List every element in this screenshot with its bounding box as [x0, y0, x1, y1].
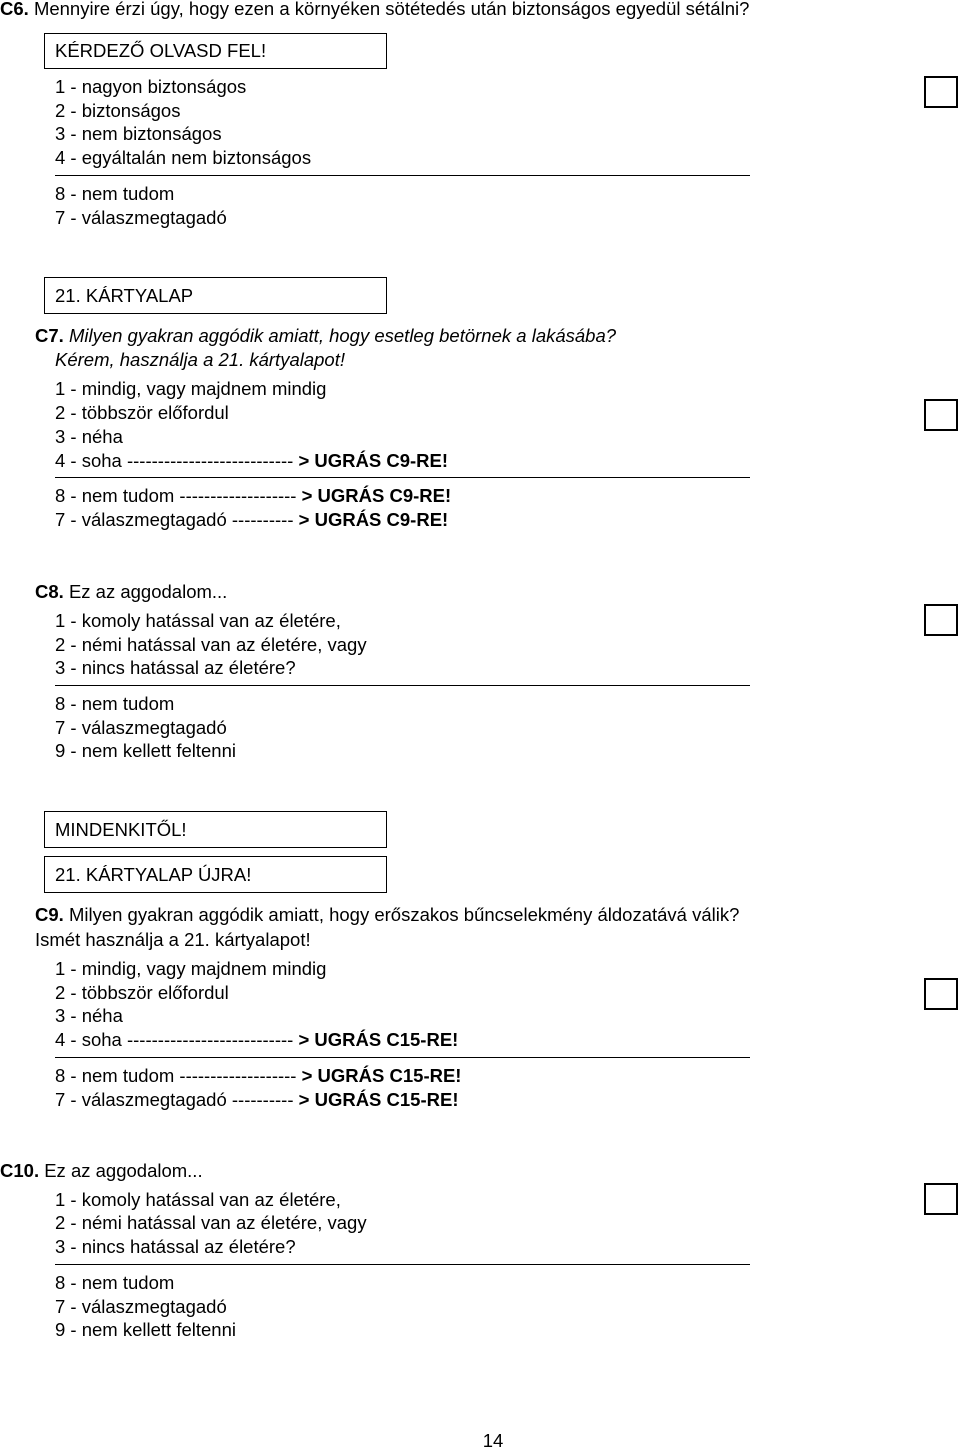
c7-answer-box[interactable]	[924, 399, 958, 431]
c10-divider	[55, 1264, 750, 1265]
c6-instruction-box	[44, 33, 387, 69]
c7-extra-1	[55, 485, 451, 507]
card-instruction: 21. KÁRTYALAP	[55, 285, 194, 306]
c8-option-2: 2 - némi hatással van az életére, vagy	[55, 634, 367, 655]
c10-extra-1: 8 - nem tudom	[55, 1272, 175, 1293]
c6-extra-2: 7 - válaszmegtagadó	[55, 207, 227, 228]
c7-extra-1-label: 8 - nem tudom -------------------	[55, 485, 302, 506]
c9-answer-box[interactable]	[924, 978, 958, 1010]
c10-option-3: 3 - nincs hatással az életére?	[55, 1236, 296, 1257]
c10-number: C10.	[0, 1160, 40, 1181]
c9-divider	[55, 1057, 750, 1058]
c8-answer-box[interactable]	[924, 604, 958, 636]
c7-extra-1-skip: > UGRÁS C9-RE!	[301, 485, 452, 506]
c9-extra-1-skip: > UGRÁS C15-RE!	[301, 1065, 462, 1086]
c8-question	[35, 581, 227, 603]
c6-question	[0, 0, 749, 20]
c8-extra-1: 8 - nem tudom	[55, 693, 175, 714]
c7-extra-2-skip: > UGRÁS C9-RE!	[298, 509, 449, 530]
c7-option-4-label: 4 - soha ---------------------------	[55, 450, 299, 471]
c6-instruction: KÉRDEZŐ OLVASD FEL!	[55, 40, 267, 61]
c7-option-4	[55, 450, 448, 472]
c7-number: C7.	[35, 325, 64, 346]
c7-extra-2-label: 7 - válaszmegtagadó ----------	[55, 509, 299, 530]
c7-option-3: 3 - néha	[55, 426, 123, 447]
c10-answer-box[interactable]	[924, 1183, 958, 1215]
card-instruction-box	[44, 277, 387, 314]
card-again-box	[44, 856, 387, 893]
c7-question-2: Kérem, használja a 21. kártyalapot!	[55, 349, 345, 370]
c8-number: C8.	[35, 581, 64, 602]
c7-option-2: 2 - többször előfordul	[55, 402, 229, 423]
c7-option-1: 1 - mindig, vagy majdnem mindig	[55, 378, 327, 399]
c8-extra-2: 7 - válaszmegtagadó	[55, 717, 227, 738]
c6-answer-box[interactable]	[924, 76, 958, 108]
c10-extra-2: 7 - válaszmegtagadó	[55, 1296, 227, 1317]
c10-question-text: Ez az aggodalom...	[44, 1160, 203, 1181]
c9-extra-1-label: 8 - nem tudom -------------------	[55, 1065, 302, 1086]
card-again-instruction: 21. KÁRTYALAP ÚJRA!	[55, 864, 252, 885]
c6-number: C6.	[0, 0, 29, 19]
c8-option-3: 3 - nincs hatással az életére?	[55, 657, 296, 678]
c9-question-2: Ismét használja a 21. kártyalapot!	[35, 929, 311, 950]
c9-option-3: 3 - néha	[55, 1005, 123, 1026]
c8-extra-3: 9 - nem kellett feltenni	[55, 740, 236, 761]
c10-option-2: 2 - némi hatással van az életére, vagy	[55, 1212, 367, 1233]
c9-extra-2-label: 7 - válaszmegtagadó ----------	[55, 1089, 299, 1110]
c8-question-text: Ez az aggodalom...	[68, 581, 228, 602]
c9-question	[35, 904, 739, 926]
c9-extra-1	[55, 1065, 461, 1087]
c9-extra-2-skip: > UGRÁS C15-RE!	[298, 1089, 459, 1110]
c7-option-4-skip: > UGRÁS C9-RE!	[298, 450, 449, 471]
page-number: 14	[482, 1430, 504, 1451]
everyone-instruction: MINDENKITŐL!	[55, 819, 187, 840]
c6-divider	[55, 175, 750, 176]
c9-question-text: Milyen gyakran aggódik amiatt, hogy erőszakos bűncselekmény áldozatává válik?	[68, 904, 740, 925]
c10-question	[0, 1160, 203, 1182]
c6-option-3: 3 - nem biztonságos	[55, 123, 222, 144]
c6-option-1: 1 - nagyon biztonságos	[55, 76, 247, 97]
c7-question-text: Milyen gyakran aggódik amiatt, hogy esetleg betörnek a lakásába?	[68, 325, 617, 346]
c6-extra-1: 8 - nem tudom	[55, 183, 175, 204]
c7-question	[35, 325, 616, 347]
c9-option-4	[55, 1029, 458, 1051]
c9-option-1: 1 - mindig, vagy majdnem mindig	[55, 958, 327, 979]
c9-option-4-skip: > UGRÁS C15-RE!	[298, 1029, 459, 1050]
c9-number: C9.	[35, 904, 64, 925]
c7-extra-2	[55, 509, 448, 531]
everyone-box	[44, 811, 387, 848]
c6-option-4: 4 - egyáltalán nem biztonságos	[55, 147, 312, 168]
c6-question-text: Mennyire érzi úgy, hogy ezen a környéken sötétedés után biztonságos egyedül sétálni?	[33, 0, 750, 19]
c8-divider	[55, 685, 750, 686]
c8-option-1: 1 - komoly hatással van az életére,	[55, 610, 341, 631]
c9-extra-2	[55, 1089, 459, 1111]
c7-divider	[55, 477, 750, 478]
c10-extra-3: 9 - nem kellett feltenni	[55, 1319, 236, 1340]
c9-option-4-label: 4 - soha ---------------------------	[55, 1029, 299, 1050]
c9-option-2: 2 - többször előfordul	[55, 982, 229, 1003]
c10-option-1: 1 - komoly hatással van az életére,	[55, 1189, 341, 1210]
c6-option-2: 2 - biztonságos	[55, 100, 181, 121]
